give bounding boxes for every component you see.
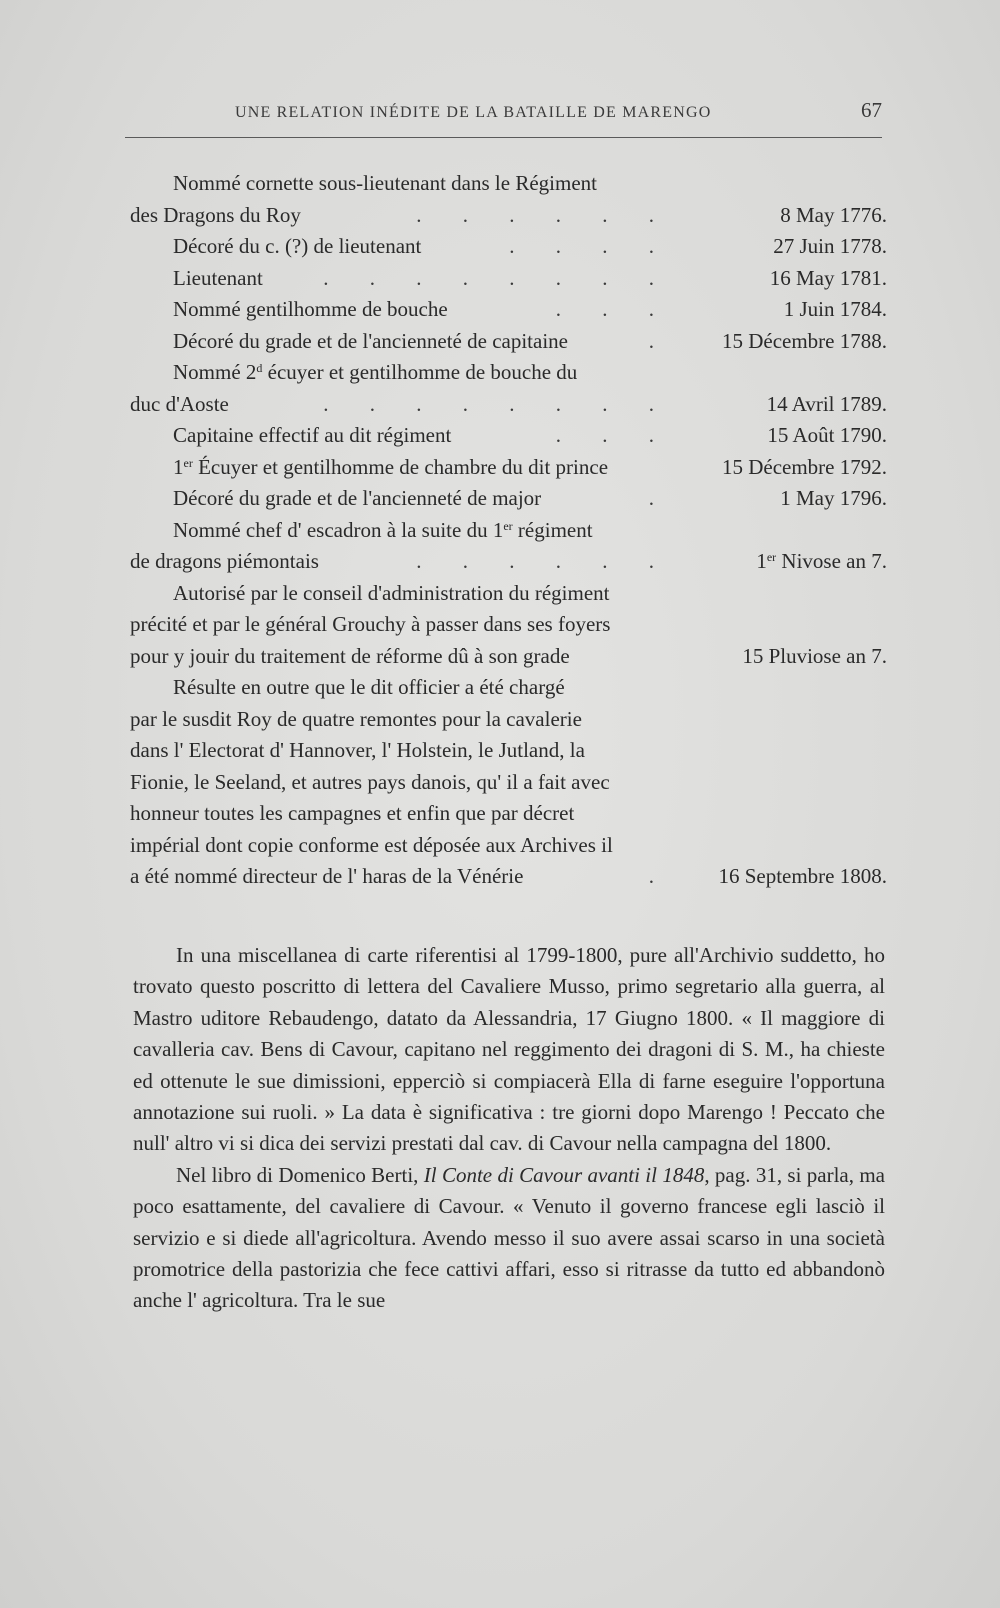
record-text: Capitaine effectif au dit régiment — [173, 423, 452, 447]
running-title: UNE RELATION INÉDITE DE LA BATAILLE DE MARENGO — [235, 104, 712, 121]
record-text: Nommé cornette sous-lieutenant dans le Régiment — [173, 171, 597, 195]
record-line — [130, 452, 887, 484]
record-line — [130, 609, 887, 641]
record-text: Autorisé par le conseil d'administration du régiment — [173, 580, 610, 605]
record-text: des Dragons du Roy — [130, 202, 301, 227]
record-line — [130, 168, 887, 200]
record-line — [130, 357, 887, 389]
record-date: 27 Juin 1778. — [773, 234, 887, 258]
paragraph-text: Nel libro di Domenico Berti, — [176, 1162, 424, 1187]
record-line — [130, 483, 887, 515]
record-text: Décoré du c. (?) de lieutenant — [173, 234, 422, 258]
record-text: dans l' Electorat d' Hannover, l' Holstein, le Jutland, la — [130, 738, 585, 762]
paragraph-text: , pag. 31, si parla, ma poco esattamente, del cavaliere di Cavour. « Venuto il governo francese egli lasciò il servizio e si diede all'agricoltura. Avendo messo il suo avere assai scarso in una società promotrice della pastorizia che fece cattivi affari, esso si ritrasse da tutto ed abbandonò anche l' agricoltura. Tra le sue — [133, 1162, 886, 1313]
leader-dots: . . . — [555, 297, 672, 321]
record-line — [130, 861, 887, 893]
record-line — [130, 200, 887, 232]
page-header — [125, 98, 882, 128]
record-text: de dragons piémontais — [130, 549, 319, 573]
record-line — [130, 389, 887, 421]
record-text: honneur toutes les campagnes et enfin que par décret — [130, 801, 575, 825]
record-date: 15 Pluviose an 7. — [742, 643, 887, 668]
record-line — [130, 767, 887, 799]
record-text: impérial dont copie conforme est déposée aux Archives il — [130, 832, 613, 857]
record-line — [130, 231, 887, 263]
book-title: Il Conte di Cavour avanti il 1848 — [423, 1162, 705, 1187]
record-line — [130, 798, 887, 830]
record-line — [130, 546, 887, 578]
record-text: Fionie, le Seeland, et autres pays danois, qu' il a fait avec — [130, 769, 610, 794]
leader-dots: . . . . . . . . — [323, 265, 672, 290]
record-line — [130, 263, 887, 295]
leader-dots: . . . . . . — [416, 549, 672, 573]
record-date: 8 May 1776. — [780, 202, 887, 227]
record-date: 16 May 1781. — [769, 265, 887, 290]
record-text: duc d'Aoste — [130, 391, 229, 416]
record-date: 1er Nivose an 7. — [756, 549, 887, 573]
record-date: 15 Décembre 1788. — [721, 328, 887, 353]
record-line — [130, 830, 887, 862]
leader-dots: . — [648, 328, 672, 353]
record-line — [130, 515, 887, 547]
record-date: 15 Décembre 1792. — [721, 454, 887, 479]
leader-dots: . . . . . . . . — [323, 391, 672, 416]
record-line — [130, 420, 887, 452]
record-date: 14 Avril 1789. — [766, 391, 887, 416]
record-text: précité et par le général Grouchy à passer dans ses foyers — [130, 612, 611, 636]
leader-dots: . — [648, 486, 672, 510]
record-line — [130, 294, 887, 326]
record-date: 1 Juin 1784. — [783, 297, 887, 321]
header-rule — [125, 137, 882, 138]
page-number: 67 — [861, 98, 882, 122]
record-line — [130, 326, 887, 358]
leader-dots: . . . — [555, 423, 672, 447]
record-line — [130, 641, 887, 673]
record-text: Nommé 2$^d$ écuyer et gentilhomme de bouche du — [173, 360, 578, 384]
record-line — [130, 735, 887, 767]
record-text: Décoré du grade et de l'ancienneté de major — [173, 486, 542, 510]
record-date: 1 May 1796. — [780, 486, 887, 510]
record-date: 16 Septembre 1808. — [718, 864, 887, 888]
record-text: Nommé gentilhomme de bouche — [173, 297, 448, 321]
record-date: 15 Août 1790. — [767, 423, 887, 447]
paragraph: In una miscellanea di carte riferentisi al 1799-1800, pure all'Archivio suddetto, ho trovato questo poscritto di lettera del Cavaliere Musso, primo segretario alla guerra, al Mastro uditore Rebaudengo, datato da Alessandria, 17 Giugno 1800. « Il maggiore di cavalleria cav. Bens di Cavour, capitano nel reggimento dei dragoni di S. M., ha chieste ed ottenute le sue dimissioni, epperciò si compiacerà Ella di farne eseguire l'opportuna annotazione sui ruoli. » La data è significativa : tre giorni dopo Marengo ! Peccato che null' altro vi si dica dei servizi prestati dal cav. di Cavour nella campagna del 1800. — [133, 943, 885, 1156]
record-text: Lieutenant — [173, 265, 263, 290]
record-line — [130, 578, 887, 610]
leader-dots: . — [648, 864, 672, 888]
record-text: pour y jouir du traitement de réforme dû à son grade — [130, 643, 570, 668]
record-line — [130, 704, 887, 736]
record-text: par le susdit Roy de quatre remontes pour la cavalerie — [130, 706, 582, 731]
record-text: Décoré du grade et de l'ancienneté de capitaine — [173, 328, 568, 353]
record-line — [130, 672, 887, 704]
body-text — [133, 940, 885, 1317]
paragraph — [133, 1160, 885, 1317]
leader-dots: . . . . . . — [416, 202, 672, 227]
record-text: 1er Écuyer et gentilhomme de chambre du dit prince — [173, 454, 609, 479]
record-text: a été nommé directeur de l' haras de la Vénérie — [130, 864, 524, 888]
record-text: Résulte en outre que le dit officier a été chargé — [173, 675, 565, 699]
leader-dots: . . . . — [509, 234, 672, 258]
service-record-list — [130, 168, 887, 893]
record-text: Nommé chef d' escadron à la suite du 1er régiment — [173, 517, 593, 542]
